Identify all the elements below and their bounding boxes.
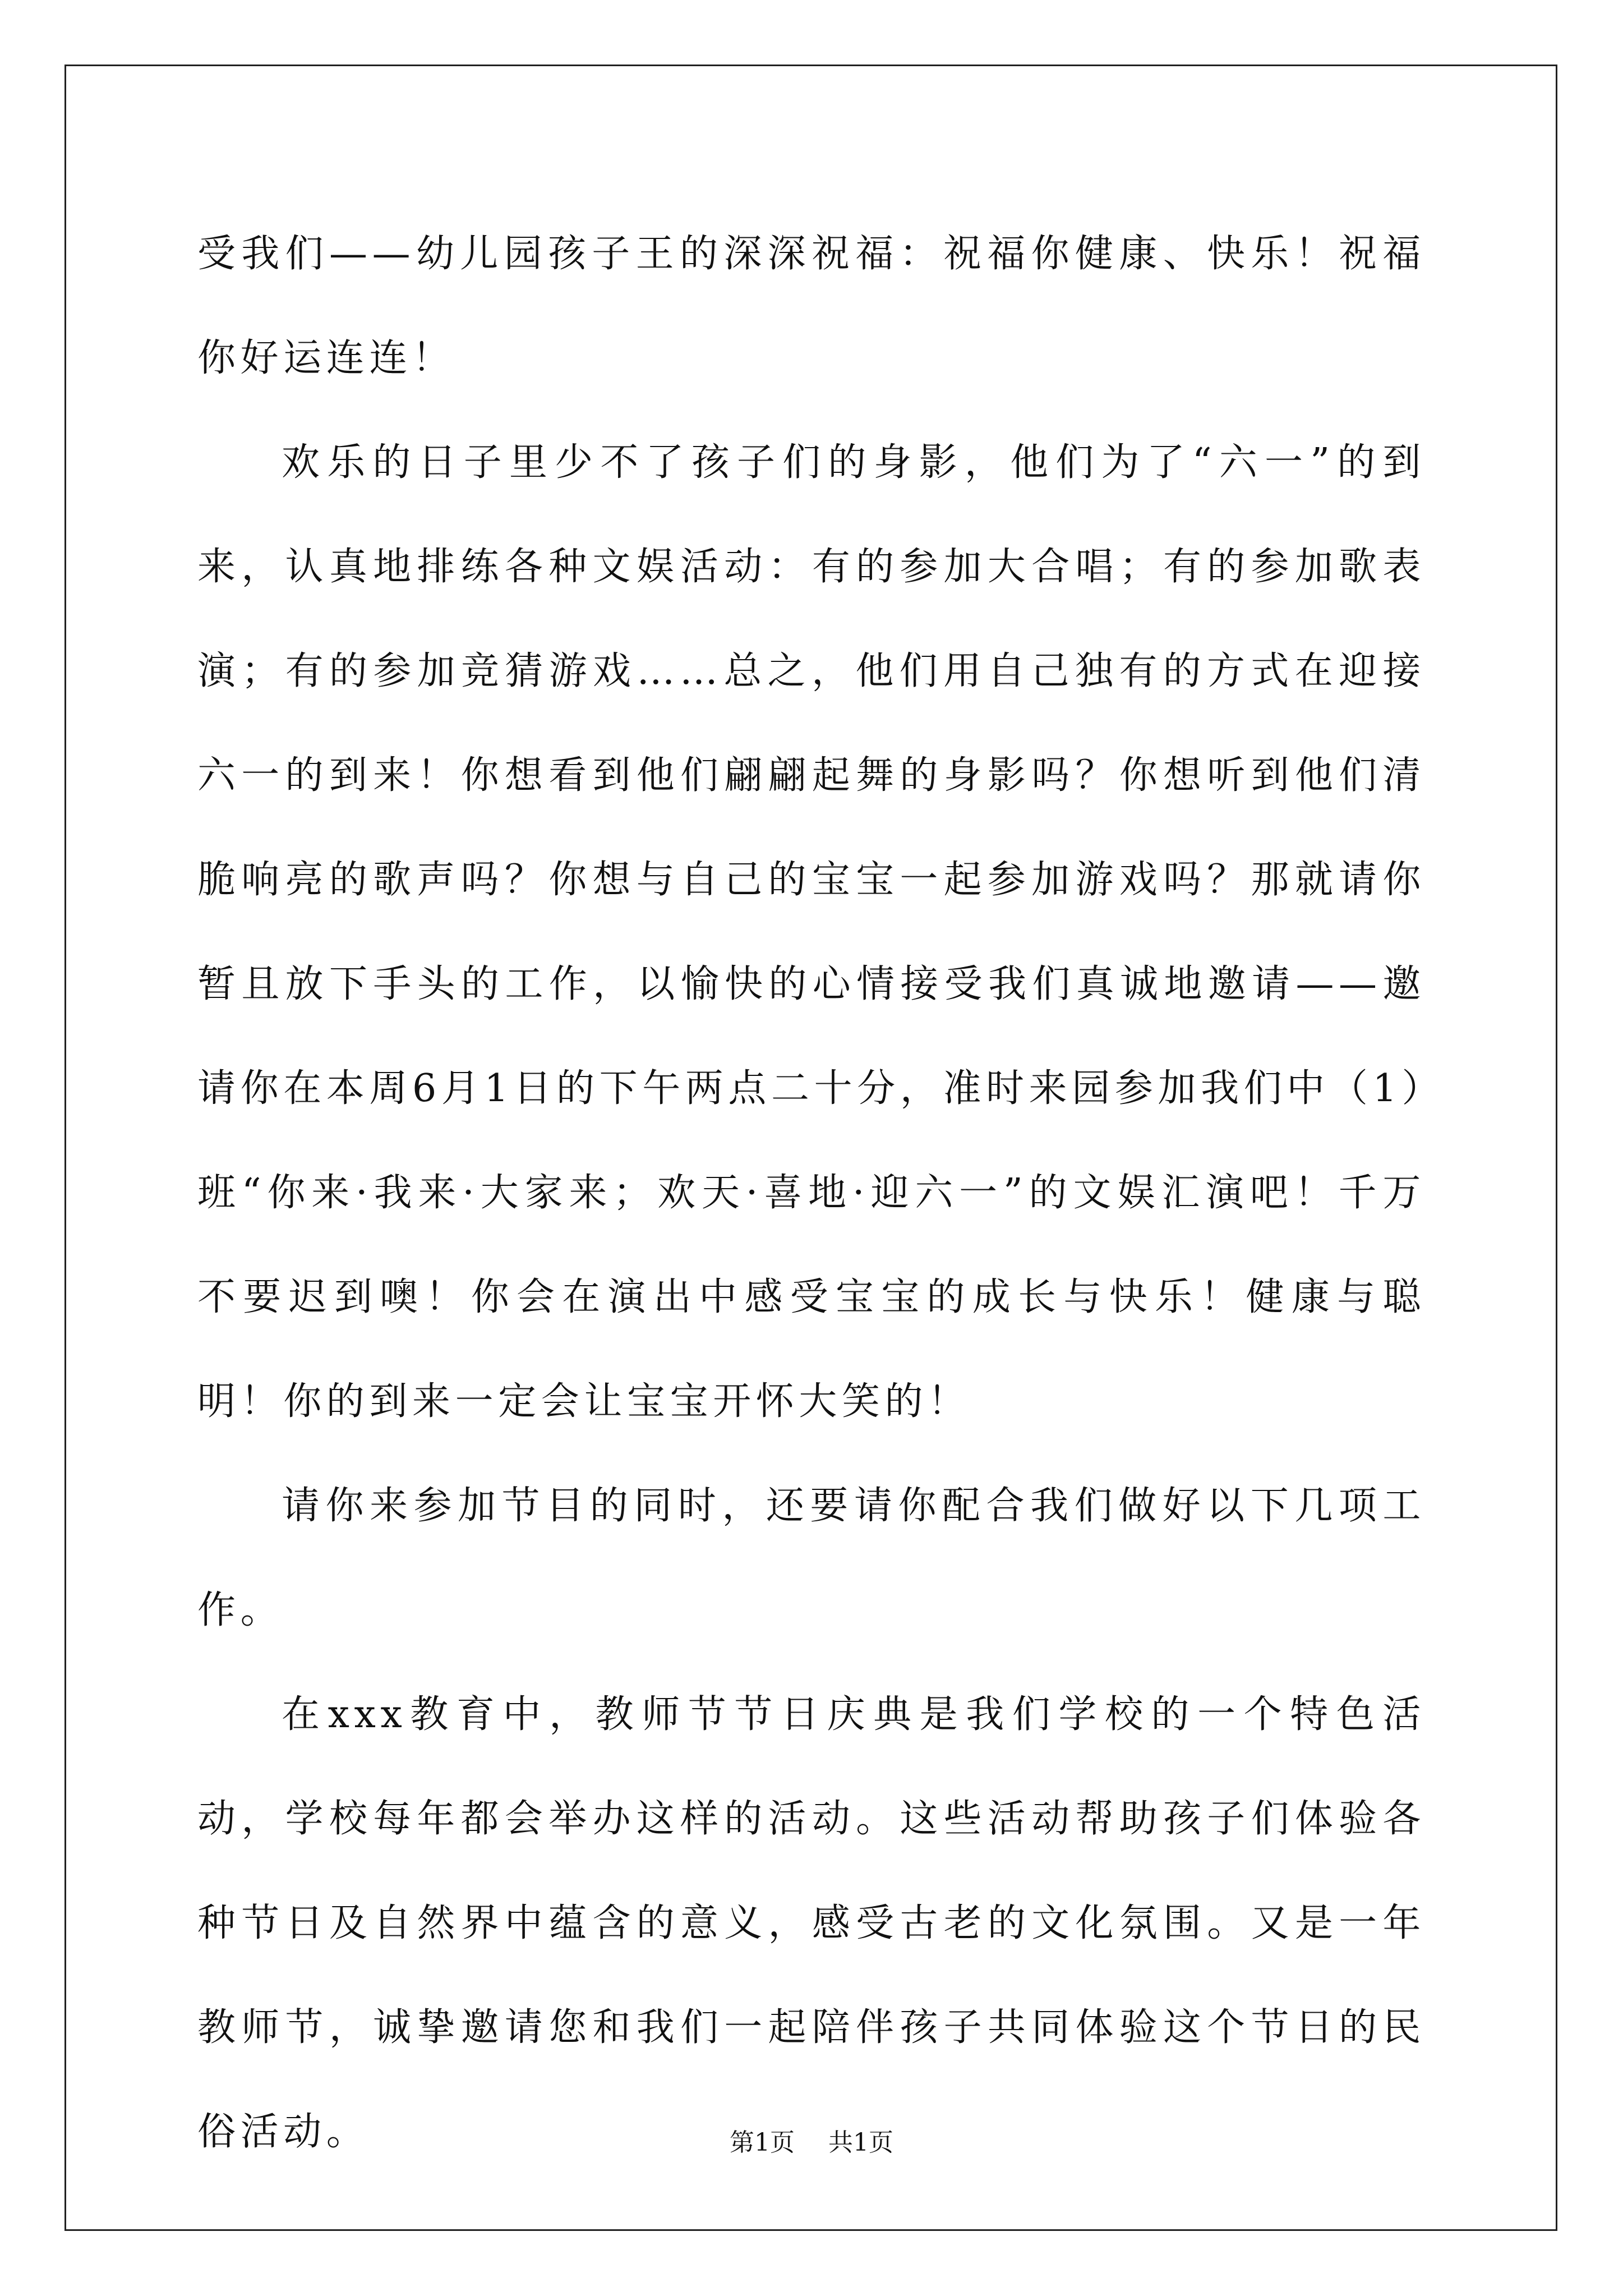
paragraph-4: 在xxx教育中，教师节节日庆典是我们学校的一个特色活动，学校每年都会举办这样的活动。这些活动帮助孩子们体验各种节日及自然界中蕴含的意义，感受古老的文化氛围。又是一年教师节，诚挚邀请您和我们一起陪伴孩子共同体验这个节日的民俗活动。 <box>197 1692 1426 2154</box>
paragraph-1: 受我们——幼儿园孩子王的深深祝福：祝福你健康、快乐！祝福你好运连连！ <box>197 232 1426 380</box>
page-number-current: 第1页 <box>730 2128 795 2157</box>
page-footer <box>0 2126 1623 2160</box>
paragraph-3: 请你来参加节目的同时，还要请你配合我们做好以下几项工作。 <box>197 1484 1426 1632</box>
page-number-total: 共1页 <box>828 2128 893 2157</box>
document-body <box>197 202 1426 2184</box>
paragraph-2: 欢乐的日子里少不了孩子们的身影，他们为了“六一”的到来，认真地排练各种文娱活动：有的参加大合唱；有的参加歌表演；有的参加竞猜游戏……总之，他们用自己独有的方式在迎接六一的到来！你想看到他们翩翩起舞的身影吗？你想听到他们清脆响亮的歌声吗？你想与自己的宝宝一起参加游戏吗？那就请你暂且放下手头的工作，以愉快的心情接受我们真诚地邀请——邀请你在本周6月1日的下午两点二十分，准时来园参加我们中（1）班“你来·我来·大家来；欢天·喜地·迎六一”的文娱汇演吧！千万不要迟到噢！你会在演出中感受宝宝的成长与快乐！健康与聪明！你的到来一定会让宝宝开怀大笑的！ <box>197 440 1426 1424</box>
